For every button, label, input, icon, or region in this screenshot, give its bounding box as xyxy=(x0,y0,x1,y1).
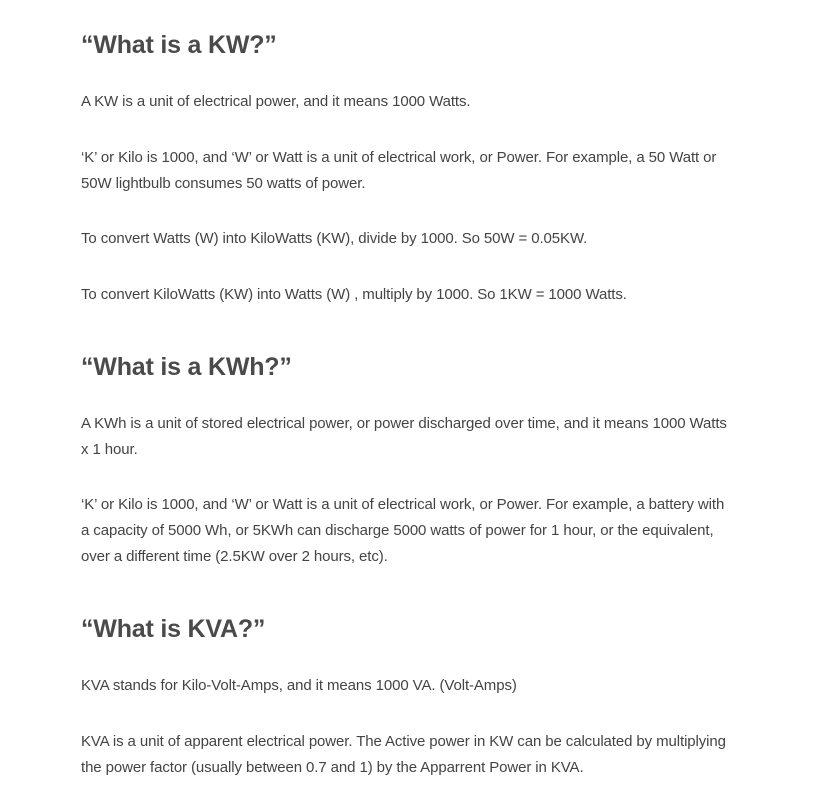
paragraph: ‘K’ or Kilo is 1000, and ‘W’ or Watt is a unit of electrical work, or Power. For example, a battery with a capacity of 5000 Wh, or 5KWh can discharge 5000 watts of power for 1 hour, or the equivalent, over a different time (2.5KW over 2 hours, etc). xyxy=(81,496,725,565)
section-title-kwh: “What is a KWh?” xyxy=(81,353,292,381)
paragraph: To convert KiloWatts (KW) into Watts (W) , multiply by 1000. So 1KW = 1000 Watts. xyxy=(81,286,627,303)
section-title-kw: “What is a KW?” xyxy=(81,31,277,59)
paragraph: To convert Watts (W) into KiloWatts (KW), divide by 1000. So 50W = 0.05KW. xyxy=(81,230,588,247)
paragraph: KVA is a unit of apparent electrical power. The Active power in KW can be calculated by multiplying the power factor (usually between 0.7 and 1) by the Apparrent Power in KVA. xyxy=(81,733,726,776)
paragraph: A KWh is a unit of stored electrical power, or power discharged over time, and it means 1000 Watts x 1 hour. xyxy=(81,415,727,458)
paragraph: A KW is a unit of electrical power, and it means 1000 Watts. xyxy=(81,93,471,110)
paragraph: ‘K’ or Kilo is 1000, and ‘W’ or Watt is a unit of electrical work, or Power. For example, a 50 Watt or 50W lightbulb consumes 50 watts of power. xyxy=(81,149,717,192)
section-title-kva: “What is KVA?” xyxy=(81,615,266,643)
paragraph: KVA stands for Kilo-Volt-Amps, and it means 1000 VA. (Volt-Amps) xyxy=(81,677,517,694)
